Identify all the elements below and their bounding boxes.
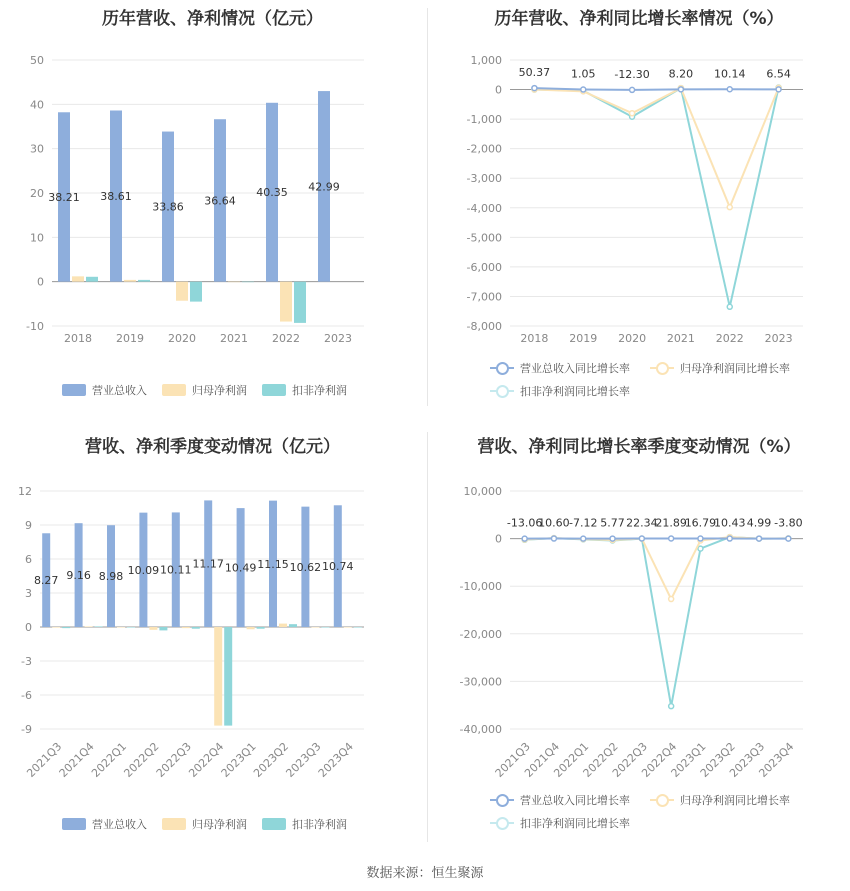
chart-title: 历年营收、净利同比增长率情况（%） [494, 9, 784, 29]
y-tick-label: -1,000 [466, 113, 502, 127]
legend-swatch [490, 794, 514, 806]
data-point [532, 86, 537, 91]
data-point [630, 87, 635, 92]
series-line [525, 537, 789, 706]
data-label: 38.61 [100, 190, 132, 204]
data-label: 10.43 [714, 516, 746, 530]
y-tick-label: 12 [18, 485, 32, 498]
data-point [698, 546, 703, 551]
x-tick-label: 2021 [220, 332, 248, 345]
y-tick-label: -20,000 [459, 627, 502, 641]
y-tick-label: 10 [30, 231, 44, 245]
y-tick-label: 0 [37, 275, 44, 289]
legend-swatch [62, 384, 86, 396]
data-point [698, 536, 703, 541]
x-tick-label: 2023Q2 [251, 739, 292, 780]
data-label: 38.21 [48, 190, 80, 204]
data-label: 6.54 [766, 67, 791, 81]
legend [428, 792, 850, 832]
annual-revenue-profit-panel [0, 0, 425, 405]
y-tick-label: -7,000 [466, 290, 502, 304]
data-label: 21.89 [655, 516, 687, 530]
data-label: 11.15 [257, 557, 289, 571]
x-tick-label: 2022Q1 [551, 739, 592, 780]
data-label: 9.16 [66, 569, 91, 583]
bar [85, 626, 93, 627]
data-label: 42.99 [308, 180, 340, 194]
data-label: 10.09 [127, 563, 160, 577]
bar [127, 627, 135, 628]
y-tick-label: -30,000 [459, 675, 502, 689]
x-tick-label: 2019 [116, 332, 144, 345]
y-tick-label: -3,000 [466, 172, 502, 186]
data-point [786, 536, 791, 541]
y-tick-label: 0 [495, 83, 502, 97]
bar [72, 276, 84, 281]
data-label: 16.79 [684, 516, 717, 530]
bar [224, 627, 232, 726]
data-label: 10.11 [160, 563, 192, 577]
data-point [669, 597, 674, 602]
x-tick-label: 2020 [168, 332, 196, 345]
legend-label: 营业总收入同比增长率 [520, 362, 630, 375]
legend-swatch [650, 362, 674, 374]
data-label: 5.77 [600, 516, 625, 530]
data-label: 10.74 [322, 560, 354, 574]
legend-swatch [262, 818, 286, 830]
data-label: 1.05 [571, 67, 596, 81]
quarterly-bar-chart [0, 428, 425, 848]
data-point [669, 704, 674, 709]
bar [280, 282, 292, 322]
bar [289, 624, 297, 627]
legend-label: 扣非净利润 [292, 384, 347, 397]
x-tick-label: 2023Q3 [283, 739, 324, 780]
y-tick-label: -5,000 [466, 231, 502, 245]
data-label: 10.49 [224, 561, 257, 575]
legend-label: 扣非净利润 [292, 818, 347, 831]
x-tick-label: 2023 [324, 332, 352, 345]
data-point [727, 87, 732, 92]
legend-label: 归母净利润 [192, 818, 247, 831]
x-tick-label: 2022 [272, 332, 300, 345]
bar [294, 282, 306, 323]
x-tick-label: 2023Q2 [697, 739, 738, 780]
chart-title: 营收、净利同比增长率季度变动情况（%） [477, 437, 801, 457]
y-tick-label: -2,000 [466, 142, 502, 156]
y-tick-label: -10 [26, 320, 44, 333]
data-label: 50.37 [518, 66, 551, 80]
data-label: 36.64 [204, 194, 236, 208]
bar [247, 627, 255, 629]
y-tick-label: -40,000 [459, 723, 502, 736]
series-line [525, 537, 789, 599]
bar [117, 627, 125, 628]
x-tick-label: 2022Q4 [186, 739, 227, 780]
bar [192, 627, 200, 629]
y-tick-label: -6 [21, 689, 32, 702]
x-tick-label: 2023Q1 [668, 739, 709, 780]
x-tick-label: 2022Q3 [153, 739, 194, 780]
legend-item-deducted-growth[interactable] [490, 815, 630, 831]
y-tick-label: -3 [21, 655, 32, 668]
data-point [639, 536, 644, 541]
data-point [610, 536, 615, 541]
bar [242, 282, 254, 283]
legend-label: 扣非净利润同比增长率 [520, 817, 630, 830]
bar [86, 277, 98, 282]
legend-label: 归母净利润同比增长率 [680, 794, 790, 807]
y-tick-label: 1,000 [470, 54, 502, 67]
x-tick-label: 2021Q3 [492, 739, 533, 780]
y-tick-label: 3 [25, 587, 32, 600]
y-tick-label: -10,000 [459, 580, 502, 594]
data-source: 数据来源：恒生聚源 [366, 866, 484, 881]
bar [214, 627, 222, 726]
x-tick-label: 2022Q1 [89, 739, 130, 780]
legend-item-net-growth[interactable] [650, 360, 790, 376]
legend-label: 扣非净利润同比增长率 [520, 385, 630, 398]
x-tick-label: 2021 [666, 332, 695, 345]
data-label: 40.35 [256, 186, 288, 200]
data-point [727, 304, 732, 309]
legend [0, 816, 425, 836]
data-label: -12.30 [614, 67, 650, 81]
x-tick-label: 2022Q3 [609, 739, 650, 780]
legend [0, 382, 425, 402]
bar [95, 626, 103, 627]
x-tick-label: 2023Q4 [315, 739, 356, 780]
x-tick-label: 2023 [764, 332, 793, 345]
x-tick-label: 2021Q3 [24, 739, 65, 780]
data-point [551, 536, 556, 541]
x-tick-label: 2018 [520, 332, 549, 345]
x-tick-label: 2020 [618, 332, 647, 345]
y-tick-label: 10,000 [463, 485, 502, 498]
legend-label: 归母净利润 [192, 384, 247, 397]
series-line [534, 87, 778, 306]
annual-growth-rate-panel [428, 0, 850, 405]
legend-swatch [262, 384, 286, 396]
x-tick-label: 2022Q2 [121, 739, 162, 780]
bar [138, 280, 150, 282]
data-label: 4.99 [746, 516, 772, 530]
bar [311, 627, 319, 628]
legend-swatch [650, 794, 674, 806]
x-tick-label: 2021Q4 [522, 739, 563, 780]
bar [159, 627, 167, 630]
x-tick-label: 2022Q4 [639, 739, 680, 780]
y-tick-label: 0 [495, 532, 502, 546]
y-tick-label: -4,000 [466, 201, 502, 215]
x-tick-label: 2019 [569, 332, 598, 345]
data-label: 8.98 [98, 570, 124, 584]
data-label: 8.27 [33, 574, 59, 588]
bar [190, 282, 202, 302]
bar [228, 282, 240, 283]
bar [182, 627, 190, 628]
y-tick-label: 20 [30, 187, 44, 200]
y-tick-label: -6,000 [466, 260, 502, 274]
x-tick-label: 2023Q3 [727, 739, 768, 780]
data-label: 33.86 [152, 200, 184, 214]
legend-item-net-profit[interactable] [162, 382, 247, 398]
data-label: 10.62 [289, 560, 322, 574]
legend-swatch [62, 818, 86, 830]
bar [62, 627, 70, 628]
data-label: 22.34 [626, 516, 658, 530]
bar [52, 627, 60, 628]
data-label: -3.80 [774, 516, 803, 530]
data-label: 10.14 [714, 67, 746, 81]
legend-item-revenue-growth[interactable] [490, 360, 630, 376]
legend-swatch [490, 817, 514, 829]
x-tick-label: 2023Q1 [218, 739, 259, 780]
data-label: 11.17 [192, 557, 224, 571]
legend-swatch [490, 385, 514, 397]
legend-item-deducted-growth[interactable] [490, 383, 630, 399]
bar [279, 624, 287, 627]
bar [344, 627, 352, 628]
y-tick-label: 9 [25, 519, 32, 532]
legend-label: 归母净利润同比增长率 [680, 362, 790, 375]
legend-item-net-growth[interactable] [650, 792, 790, 808]
x-tick-label: 2022 [715, 332, 744, 345]
series-line [534, 88, 778, 207]
series-line [534, 88, 778, 90]
annual-bar-chart [0, 0, 425, 405]
y-tick-label: 6 [25, 553, 32, 566]
quarterly-growth-rate-panel [428, 428, 850, 848]
x-tick-label: 2021Q4 [56, 739, 97, 780]
legend-label: 营业总收入 [92, 384, 147, 397]
bar [149, 627, 157, 630]
data-point [678, 87, 683, 92]
data-point [522, 536, 527, 541]
y-tick-label: 40 [30, 98, 44, 112]
x-tick-label: 2022Q2 [580, 739, 621, 780]
legend-item-revenue[interactable] [62, 816, 147, 832]
chart-title: 营收、净利季度变动情况（亿元） [85, 437, 340, 457]
data-point [581, 87, 586, 92]
data-label: 10.60 [538, 516, 570, 530]
bar [124, 280, 136, 282]
data-label: 8.20 [668, 67, 694, 81]
annual-line-chart [428, 0, 850, 405]
legend-swatch [162, 818, 186, 830]
y-tick-label: 0 [25, 621, 32, 634]
data-label: -7.12 [569, 516, 598, 530]
data-point [757, 536, 762, 541]
data-point [630, 111, 635, 116]
legend-item-revenue-growth[interactable] [490, 792, 630, 808]
data-point [776, 87, 781, 92]
bar [257, 627, 265, 629]
quarterly-revenue-profit-panel [0, 428, 425, 848]
data-point [669, 536, 674, 541]
legend-item-deducted-profit[interactable] [262, 816, 347, 832]
legend-label: 营业总收入 [92, 818, 147, 831]
legend [428, 360, 850, 400]
data-label: -13.06 [506, 516, 543, 530]
legend-swatch [162, 384, 186, 396]
legend-item-revenue[interactable] [62, 382, 147, 398]
data-point [581, 536, 586, 541]
legend-item-deducted-profit[interactable] [262, 382, 347, 398]
legend-swatch [490, 362, 514, 374]
legend-label: 营业总收入同比增长率 [520, 794, 630, 807]
chart-title: 历年营收、净利情况（亿元） [102, 9, 323, 29]
quarterly-line-chart [428, 428, 850, 848]
legend-item-net-profit[interactable] [162, 816, 247, 832]
bar [354, 627, 362, 628]
x-tick-label: 2023Q4 [756, 739, 797, 780]
data-point [727, 205, 732, 210]
bar [321, 627, 329, 628]
x-tick-label: 2018 [64, 332, 92, 345]
y-tick-label: 30 [30, 142, 44, 156]
y-tick-label: 50 [30, 54, 44, 67]
data-point [727, 536, 732, 541]
bar [176, 282, 188, 301]
y-tick-label: -8,000 [466, 320, 502, 333]
y-tick-label: -9 [21, 723, 32, 736]
